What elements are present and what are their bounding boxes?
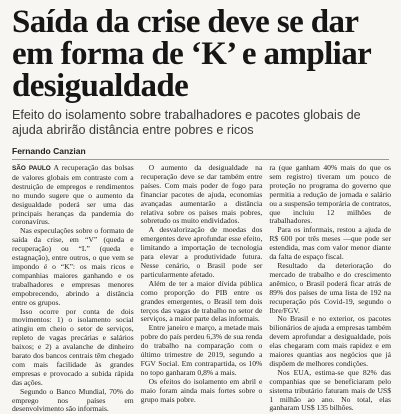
paragraph: Entre janeiro e março, a metade mais pobre do país perdeu 6,3% de sua renda do trabalho na comparação com o último trimestre de 2019, segundo a FGV Social. Em contrapartida, os 10% no topo ganharam 0,8% a mais. [140,323,263,377]
paragraph: Isso ocorre por conta de dois movimentos: 1) o isolamento social atingiu em cheio o setor de serviços, repleto de vagas precárias e salários baixos; e 2) a avalanche de dinheiro barato dos bancos centrais têm chegado com mais facilidade às grandes empresas e provocado a subida rápida das ações. [12,306,134,387]
paragraph: A desvalorização de moedas dos emergentes deve aprofundar esse efeito, limitando a importação de tecnologia para elevar a produtividade futura. Nesse cenário, o Brasil pode ser particularmente afetado. [140,225,263,279]
paragraph: Para os informais, restou a ajuda de R$ 600 por três meses —que pode ser estendida, mas com valor menor diante da falta de espaço fiscal. [269,225,392,262]
column-1 [12,164,134,414]
column-2 [141,164,263,414]
paragraph: Nas especulações sobre o formato de saída da crise, em “V” (queda e recuperação) ou “L” (queda e estagnação), entre outros, o que vem se impondo é o “K”: os mais ricos e companhias maiores ganhando e os trabalhadores e empresas menores empobrecendo, abrindo a distância entre os grupos. [12,226,134,307]
paragraph: Segundo o Banco Mundial, 70% do emprego nos países em desenvolvimento são informais. [12,386,134,414]
lead-text: A recuperação das bolsas de valores globais em contraste com a destruição de empregos e rendimentos no mundo sugere que o aumento da desigualdade poderá ser uma das principais heranças da pandemia do coronavírus. [12,163,134,227]
dateline: SÃO PAULO [12,165,51,172]
paragraph [12,164,134,227]
paragraph: ra (que ganham 40% mais do que os sem registro) tiveram um pouco de proteção no programa do governo que permitia a redução de jornada e salário ou a suspensão temporária de contratos, que incluiu 12 milhões de trabalhadores. [269,163,392,226]
paragraph: Resultado da deterioração do mercado de trabalho e do crescimento anêmico, o Brasil poderá ficar atrás de 89% dos países de uma lista de 192 na recuperação pós Covid-19, segundo o Ibre/FGV. [269,260,392,315]
column-3 [269,164,391,414]
subhead: Efeito do isolamento sobre trabalhadores e pacotes globais de ajuda abrirão distância entre pobres e ricos [12,108,361,137]
headline: Saída da crise deve se dar em forma de ‘K’ e ampliar desigualdade [12,4,371,104]
paragraph: Além de ter a maior dívida pública como proporção do PIB entre os grandes emergentes, o Brasil tem dois terços das vagas de trabalho no setor de serviços, a maior parte delas informais. [140,278,263,324]
paragraph: O aumento da desigualdade na recuperação deve se dar também entre países. Com mais poder de fogo para financiar pacotes de ajuda, economias avançadas aumentarão a distância relativa sobre os países mais pobres, sobretudo os muito endividados. [140,163,263,226]
paragraph: Nos EUA, estima-se que 82% das companhias que se beneficiaram pelo sistema tributário faturam mais de US$ 1 milhão ao ano. No total, elas ganharam US$ 135 bilhões. [269,367,392,413]
paragraph: Os efeitos do isolamento em abril e maio foram ainda mais fortes sobre o grupo mais pobre. [140,376,263,404]
paragraph: No Brasil e no exterior, os pacotes bilionários de ajuda a empresas também devem aprofundar a desigualdade, pois elas chegaram com mais rapidez e em maiores quantias aos negócios que já dispõem de melhores condições. [269,314,392,368]
article-body [0,160,401,414]
byline: Fernando Canzian [12,146,86,156]
